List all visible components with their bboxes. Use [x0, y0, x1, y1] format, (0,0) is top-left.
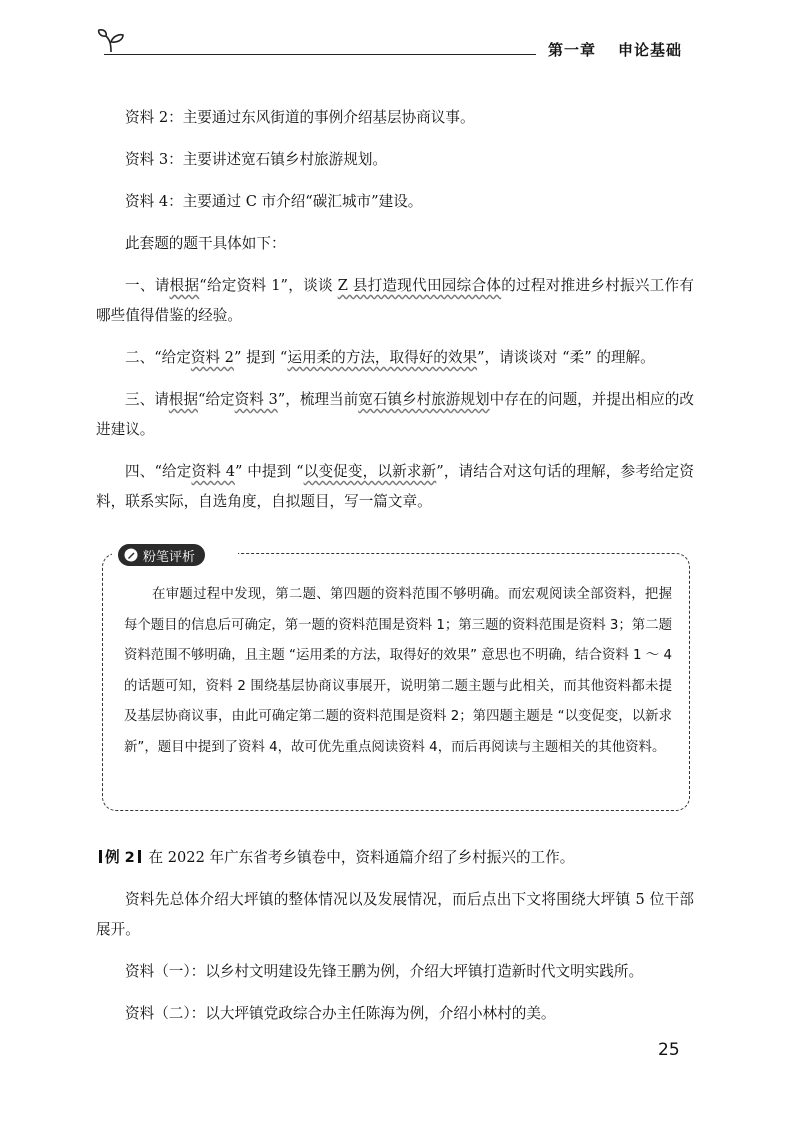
comment-tag — [118, 544, 205, 566]
question-4: 四、“给定资料 4” 中提到 “以变促变，以新求新”，请结合对这句话的理解，参考给定资料，联系实际，自选角度，自拟题目，写一篇文章。 — [96, 463, 694, 510]
body-text-top — [96, 103, 694, 529]
example-2-intro: 例 2 在 2022 年广东省考乡镇卷中，资料通篇介绍了乡村振兴的工作。 — [96, 843, 694, 873]
header-rule — [104, 54, 536, 55]
chapter-title: 申论基础 — [618, 41, 683, 59]
chapter-number: 第一章 — [548, 41, 597, 59]
example-2-label: 例 2 — [96, 849, 144, 866]
question-1: 一、请根据“给定资料 1”，谈谈 Z 县打造现代田园综合体的过程对推进乡村振兴工作有哪些值得借鉴的经验。 — [96, 277, 694, 324]
label-bar-left — [99, 850, 102, 863]
paragraph: 资料先总体介绍大坪镇的整体情况以及发展情况，而后点出下文将围绕大坪镇 5 位干部展开。 — [96, 891, 694, 938]
paragraph: 资料（一）：以乡村文明建设先锋王鹏为例，介绍大坪镇打造新时代文明实践所。 — [125, 963, 644, 980]
paragraph: 资料 2：主要通过东风街道的事例介绍基层协商议事。 — [125, 109, 475, 126]
comment-tag-label: 粉笔评析 — [143, 549, 196, 565]
chapter-header — [548, 39, 682, 60]
label-bar-right — [138, 850, 141, 863]
pen-icon — [124, 548, 138, 562]
question-3: 三、请根据“给定资料 3”，梳理当前宽石镇乡村旅游规划中存在的问题，并提出相应的改进建议。 — [96, 391, 694, 438]
page-number: 25 — [658, 1040, 680, 1060]
body-text-bottom — [96, 843, 694, 1041]
question-2: 二、“给定资料 2” 提到 “运用柔的方法，取得好的效果”，请谈谈对 “柔” 的理解。 — [125, 349, 655, 366]
comment-text: 在审题过程中发现，第二题、第四题的资料范围不够明确。而宏观阅读全部资料，把握每个题目的信息后可确定，第一题的资料范围是资料 1；第三题的资料范围是资料 3；第二题资料范围不够明确，且主题 “运用柔的方法，取得好的效果” 意思也不明确，结合资料 1 ～ 4 的话题可知，资料 2 围绕基层协商议事展开，说明第二题主题与此相关，而其他资料都未提及基层协商议事，由此可确定第二题的资料范围是资料 2；第四题主题是 “以变促变，以新求新”，题目中提到了资料 4，故可优先重点阅读资料 4，而后再阅读与主题相关的其他资料。 — [124, 587, 672, 755]
paragraph: 资料（二）：以大坪镇党政综合办主任陈海为例，介绍小林村的美。 — [125, 1005, 556, 1022]
paragraph: 资料 3：主要讲述宽石镇乡村旅游规划。 — [125, 151, 388, 168]
sprout-icon — [96, 28, 126, 54]
paragraph: 此套题的题干具体如下： — [125, 235, 286, 252]
paragraph: 资料 4：主要通过 C 市介绍“碳汇城市”建设。 — [125, 193, 423, 210]
